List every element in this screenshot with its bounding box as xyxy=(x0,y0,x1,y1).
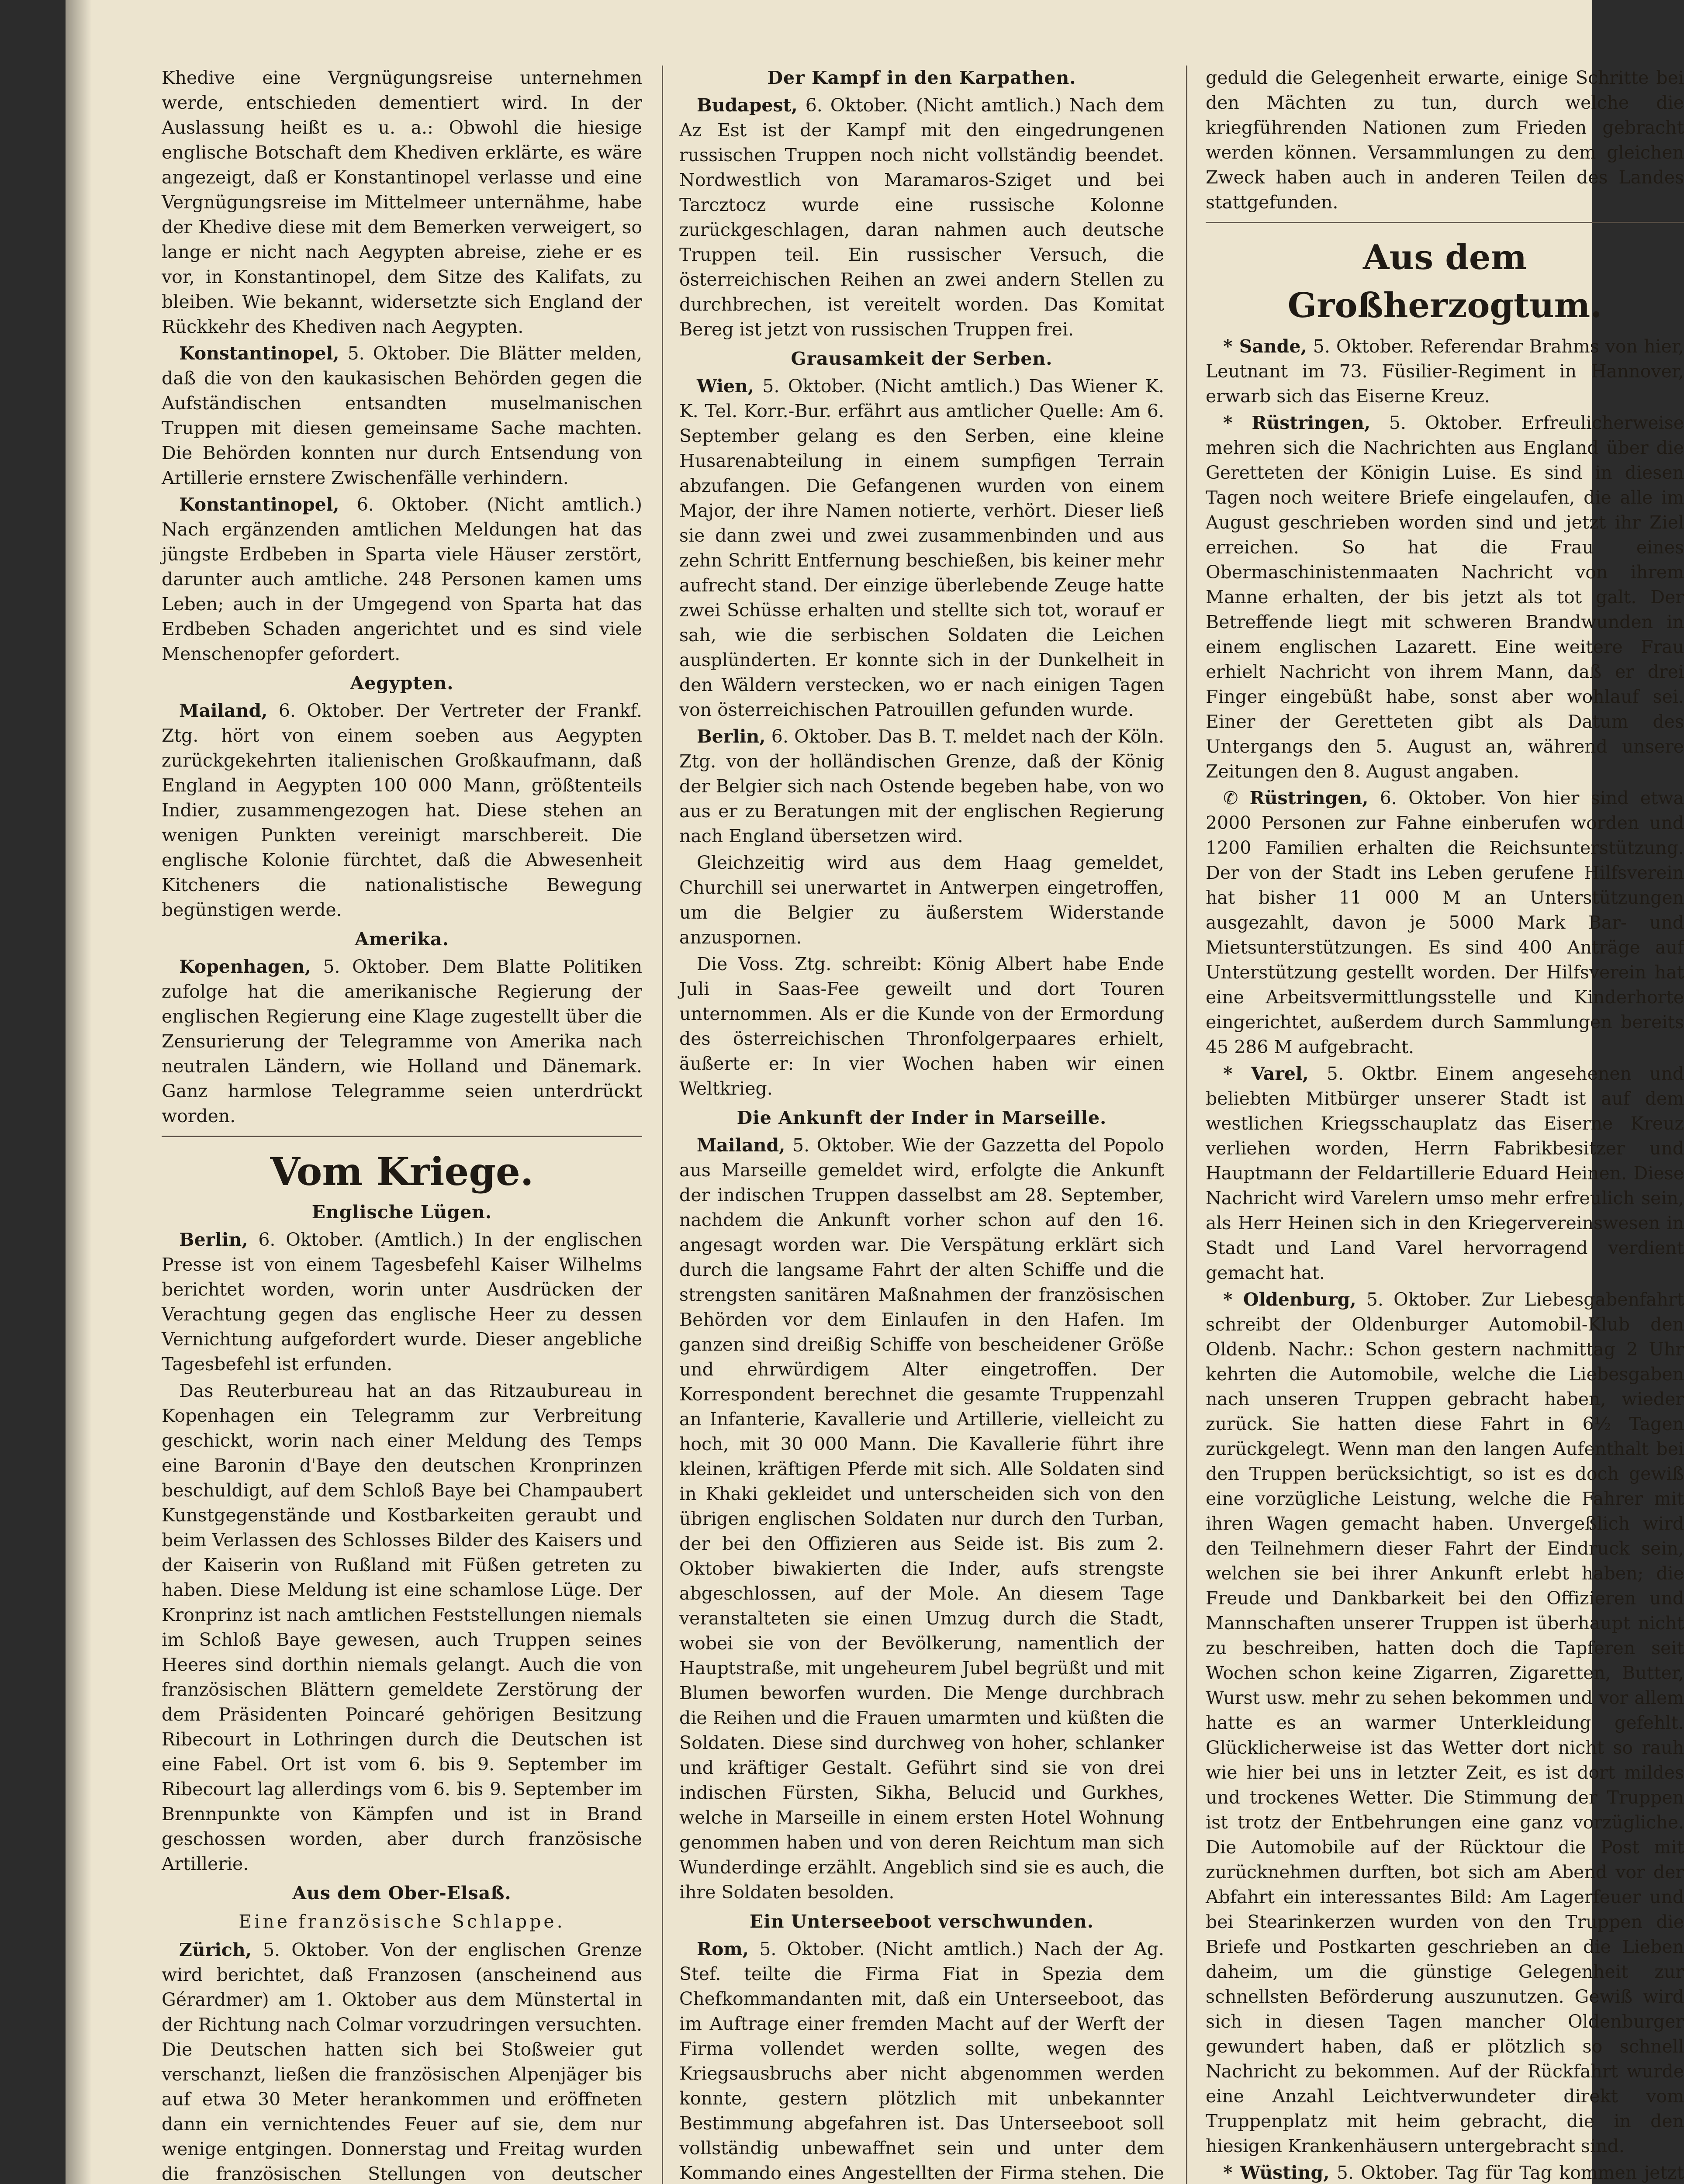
article-text: 6. Oktober. (Amtlich.) In der englischen Presse ist von einem Tagesbefehl Kaiser Wilhelms berichtet worden, worin unter Ausdrücken der Verachtung gegen das englische Heer zu dessen Vernichtung aufgefordert wurde. Dieser angebliche Tagesbefehl ist erfunden. xyxy=(162,1229,642,1375)
article-text: 5. Oktober. (Nicht amtlich.) Das Wiener K. K. Tel. Korr.-Bur. erfährt aus amtlicher Quelle: Am 6. September gelang es den Serben, eine kleine Husarenabteilung in einem sumpfigen Terrain abzufangen. Die Gefangenen wurden von einem Major, der ihre Namen notierte, verhört. Dieser ließ sie dann zwei und zwei zusammenbinden und aus zehn Schritt Entfernung beschießen, bis keiner mehr aufrecht stand. Der einzige überlebende Zeuge hatte zwei Schüsse erhalten und stellte sich tot, worauf er sah, wie die serbischen Soldaten die Leichen ausplünderten. Er konnte sich in der Dunkelheit in den Wäldern verstecken, wo er nach einigen Tagen von österreichischen Patrouillen gefunden wurde. xyxy=(679,376,1164,720)
dateline: Rüstringen, xyxy=(1249,788,1369,809)
article-paragraph xyxy=(162,698,642,923)
main-heading: Vom Kriege. xyxy=(270,1149,534,1194)
divider xyxy=(1206,222,1684,223)
dateline: * Oldenburg, xyxy=(1223,1289,1356,1310)
section-heading: Der Kampf in den Karpathen. xyxy=(767,67,1076,88)
dateline: * Rüstringen, xyxy=(1223,412,1371,433)
dateline: Kopenhagen, xyxy=(179,956,311,977)
article-text: 6. Oktober. Von hier sind etwa 2000 Personen zur Fahne einberufen worden und 1200 Familien erhalten die Reichsunterstützung. Der von der Stadt ins Leben gerufene Hilfsverein hat bisher 11 000 M an Unterstützungen ausgezahlt, davon je 5000 Mark Bar- und Mietsunterstützungen. Es sind 400 Anträge auf Unterstützung gestellt worden. Der Hilfsverein hat eine Arbeitsvermittlungsstelle und Kinderhorte eingerichtet, außerdem durch Sammlungen bereits 45 286 M aufgebracht. xyxy=(1206,788,1684,1057)
section-heading: Die Ankunft der Inder in Marseille. xyxy=(737,1107,1107,1128)
section-heading: Ein Unterseeboot verschwunden. xyxy=(749,1911,1094,1932)
article-text: 5. Oktober. Erfreulicherweise mehren sich die Nachrichten aus England über die Geretteten der Königin Luise. Es sind in diesen Tagen noch weitere Briefe eingelaufen, die alle im August geschrieben worden sind und jetzt ihr Ziel erreichen. So hat die Frau eines Obermaschinistenmaaten Nachricht von ihrem Manne erhalten, der bis jetzt als tot galt. Der Betreffende liegt mit schweren Brandwunden in einem englischen Lazarett. Eine weitere Frau erhielt Nachricht von ihrem Mann, daß er drei Finger eingebüßt habe, sonst aber wohlauf sei. Einer der Geretteten gibt als Datum des Untergangs den 5. August an, während unsere Zeitungen den 8. August angaben. xyxy=(1206,412,1684,782)
article-paragraph: Die Voss. Ztg. schreibt: König Albert habe Ende Juli in Saas-Fee geweilt und dort Touren unternommen. Als er die Kunde von der Ermordung des österreichischen Thronfolgerpaares erhielt, äußerte er: In vier Wochen haben wir einen Weltkrieg. xyxy=(679,954,1164,1099)
article-paragraph xyxy=(679,374,1164,722)
dateline: Rom, xyxy=(697,1939,749,1959)
dateline: Berlin, xyxy=(179,1229,248,1250)
article-text: 5. Oktober. Tag für Tag kommen jetzt xyxy=(1336,2162,1684,2183)
dateline: Berlin, xyxy=(697,726,766,747)
article-text: 6. Oktober. (Nicht amtlich.) Nach ergänzenden amtlichen Meldungen hat das jüngste Erdbeben in Sparta viele Häuser zerstört, darunter auch amtliche. 248 Personen kamen ums Leben; auch in der Umgegend von Sparta hat das Erdbeben Schaden angerichtet und es sind viele Menschenopfer gefordert. xyxy=(162,494,642,664)
article-paragraph xyxy=(679,93,1164,342)
article-paragraph xyxy=(162,341,642,491)
article-text: 6. Oktober. Der Vertreter der Frankf. Ztg. hört von einem soeben aus Aegypten zurückgekehrten italienischen Großkaufmann, daß England in Aegypten 100 000 Mann, größtenteils Indier, zusammengezogen hat. Diese stehen an wenigen Punkten vereinigt marschbereit. Die englische Kolonie fürchtet, daß die Abwesenheit Kitcheners die nationalistische Bewegung begünstigen werde. xyxy=(162,700,642,920)
section-heading: Grausamkeit der Serben. xyxy=(791,348,1053,369)
column-2 xyxy=(679,66,1164,2184)
article-text: 5. Oktbr. Einem angesehenen und beliebten Mitbürger unserer Stadt ist auf dem westlichen Kriegsschauplatz das Eiserne Kreuz verliehen worden, Herrn Fabrikbesitzer und Hauptmann der Feldartillerie Eduard Heinen. Diese Nachricht wird Varelern umso mehr erfreulich sein, als Herr Heinen sich in den Kriegervereinswesen in Stadt und Land Varel hervorragend verdient gemacht hat. xyxy=(1206,1063,1684,1283)
article-paragraph: Gleichzeitig wird aus dem Haag gemeldet, Churchill sei unerwartet in Antwerpen eingetroffen, um die Belgier zu äußerstem Widerstande anzuspornen. xyxy=(679,852,1164,948)
article-text: 5. Oktober. Referendar Brahms von hier, Leutnant im 73. Füsilier-Regiment in Hannover, erwarb sich das Eiserne Kreuz. xyxy=(1206,336,1684,407)
dateline: Wien, xyxy=(697,376,754,397)
dateline: Mailand, xyxy=(179,700,268,721)
section-heading: Aus dem Ober-Elsaß. xyxy=(292,1883,512,1904)
article-paragraph xyxy=(679,1937,1164,2184)
section-heading: Englische Lügen. xyxy=(311,1202,492,1223)
article-paragraph xyxy=(1206,411,1684,784)
article-paragraph xyxy=(1206,1287,1684,2159)
dateline: Zürich, xyxy=(179,1939,252,1960)
section-heading: Amerika. xyxy=(355,929,449,950)
section-heading: Aegypten. xyxy=(350,673,454,694)
dateline: Konstantinopel, xyxy=(179,343,339,364)
dateline: * Varel, xyxy=(1223,1063,1309,1084)
article-text: 5. Oktober. (Nicht amtlich.) Nach der Ag. Stef. teilte die Firma Fiat in Spezia dem Chefkommandanten mit, daß ein Unterseeboot, das im Auftrage einer fremden Macht auf der Werft der Firma vollendet werden sollte, wegen des Kriegsausbruchs aber nicht abgenommen werden konnte, gestern plötzlich mit unbekannter Bestimmung abgefahren ist. Das Unterseeboot soll vollständig unbewaffnet sein und unter dem Kommando eines Angestellten der Firma stehen. Die xyxy=(679,1939,1164,2184)
article-paragraph xyxy=(162,1938,642,2184)
article-text: 5. Oktober. Dem Blatte Politiken zufolge hat die amerikanische Regierung der englischen Regierung eine Klage zugestellt über die Zensurierung der Telegramme von Amerika nach neutralen Ländern, wie Holland und Dänemark. Ganz harmlose Telegramme seien unterdrückt worden. xyxy=(162,956,642,1127)
column-rule xyxy=(662,66,663,2184)
article-paragraph xyxy=(1206,1061,1684,1286)
article-paragraph: geduld die Gelegenheit erwarte, einige Schritte bei den Mächten zu tun, durch welche die kriegführenden Nationen zum Frieden gebracht werden können. Versammlungen zu dem gleichen Zweck haben auch in anderen Teilen des Landes stattgefunden. xyxy=(1206,67,1684,213)
dateline: * Sande, xyxy=(1223,336,1307,357)
section-subheading: Eine französische Schlappe. xyxy=(239,1911,565,1932)
dateline: Mailand, xyxy=(697,1135,785,1156)
newspaper-page xyxy=(66,0,1684,2184)
article-paragraph xyxy=(1206,2160,1684,2184)
column-rule xyxy=(1186,66,1187,2184)
article-paragraph xyxy=(1206,786,1684,1060)
article-paragraph xyxy=(679,724,1164,849)
article-paragraph xyxy=(162,954,642,1129)
column-1 xyxy=(162,66,642,2184)
article-text: 5. Oktober. Von der englischen Grenze wird berichtet, daß Franzosen (anscheinend aus Gérardmer) am 1. Oktober aus dem Münstertal in der Richtung nach Colmar vorzudringen versuchten. Die Deutschen hatten sich bei Stoßweier gut verschanzt, ließen die französischen Alpenjäger bis auf etwa 30 Meter herankommen und eröffneten dann ein vernichtendes Feuer auf sie, dem nur wenige entgingen. Donnerstag und Freitag wurden die französischen Stellungen von deutscher xyxy=(162,1939,642,2184)
article-paragraph xyxy=(679,1133,1164,1905)
article-text: 6. Oktober. (Nicht amtlich.) Nach dem Az Est ist der Kampf mit den eingedrungenen russischen Truppen noch nicht vollständig beendet. Nordwestlich von Maramaros-Sziget und bei Tarcztocz wurde eine russische Kolonne zurückgeschlagen, daran nahmen auch deutsche Truppen teil. Ein russischer Versuch, die österreichischen Reihen an zwei andern Stellen zu durchbrechen, ist vereitelt worden. Das Komitat Bereg ist jetzt von russischen Truppen frei. xyxy=(679,95,1164,340)
main-heading: Aus dem Großherzogtum. xyxy=(1287,238,1602,325)
column-3 xyxy=(1206,66,1684,2184)
divider xyxy=(162,1136,642,1137)
dateline: Konstantinopel, xyxy=(179,494,339,515)
dateline: Budapest, xyxy=(697,95,798,116)
article-text: 6. Oktober. Das B. T. meldet nach der Köln. Ztg. von der holländischen Grenze, daß der König der Belgier sich nach Ostende begeben habe, von wo aus er zu Beratungen mit der englischen Regierung nach England übersetzen wird. xyxy=(679,726,1164,847)
article-paragraph xyxy=(162,1227,642,1377)
article-paragraph xyxy=(1206,334,1684,409)
dateline: * Wüsting, xyxy=(1223,2162,1330,2183)
article-text: 5. Oktober. Die Blätter melden, daß die von den kaukasischen Behörden gegen die Aufständischen entsandten muselmanischen Truppen mit diesen gemeinsame Sache machten. Die Behörden konnten nur durch Entsendung von Artillerie ernstere Zwischenfälle verhindern. xyxy=(162,343,642,488)
article-paragraph: Khedive eine Vergnügungsreise unternehmen werde, entschieden dementiert wird. In der Auslassung heißt es u. a.: Obwohl die hiesige englische Botschaft dem Khediven erklärte, es wäre angezeigt, daß er Konstantinopel verlasse und eine Vergnügungsreise im Mittelmeer unternähme, habe der Khedive diese mit dem Bemerken verweigert, so lange er nicht nach Aegypten abreise, ziehe er es vor, in Konstantinopel, dem Sitze des Kalifats, zu bleiben. Wie bekannt, widersetzte sich England der Rückkehr des Khediven nach Aegypten. xyxy=(162,67,642,337)
article-paragraph: Das Reuterbureau hat an das Ritzaubureau in Kopenhagen ein Telegramm zur Verbreitung geschickt, worin nach einer Meldung des Temps eine Baronin d'Baye den deutschen Kronprinzen beschuldigt, auf dem Schloß Baye bei Champaubert Kunstgegenstände und Kostbarkeiten geraubt und beim Verlassen des Schlosses Bilder des Kaisers und der Kaiserin von Rußland mit Füßen getreten zu haben. Diese Meldung ist eine schamlose Lüge. Der Kronprinz ist nach amtlichen Feststellungen niemals im Schloß Baye gewesen, auch Truppen seines Heeres sind dorthin niemals gelangt. Auch die von französischen Blättern gemeldete Zerstörung der dem Präsidenten Poincaré gehörigen Besitzung Ribecourt in Lothringen durch die Deutschen ist eine Fabel. Ort ist vom 6. bis 9. September im Ribecourt lag allerdings vom 6. bis 9. September im Brennpunkte von Kämpfen und ist in Brand geschossen worden, aber durch französische Artillerie. xyxy=(162,1380,642,1874)
telephone-icon: ✆ xyxy=(1223,788,1238,809)
article-text: 5. Oktober. Wie der Gazzetta del Popolo aus Marseille gemeldet wird, erfolgte die Ankunft der indischen Truppen dasselbst am 28. September, nachdem die Ankunft vorher schon auf den 16. angesagt worden war. Die Verspätung erklärt sich durch die langsame Fahrt der alten Schiffe und die strengsten sanitären Maßnahmen der französischen Behörden vor dem Einlaufen in den Hafen. Im ganzen sind dreißig Schiffe von bescheidener Größe und ehrwürdigem Alter eingetroffen. Der Korrespondent berechnet die gesamte Truppenzahl an Infanterie, Kavallerie und Artillerie, vielleicht zu hoch, mit 30 000 Mann. Die Kavallerie führt ihre kleinen, kräftigen Pferde mit sich. Alle Soldaten sind in Khaki gekleidet und unterscheiden sich von den übrigen englischen Soldaten nur durch den Turban, der bei den Offizieren aus Seide ist. Bis zum 2. Oktober biwakierten die Inder, aufs strengste abgeschlossen, auf der Mole. An diesem Tage veranstalteten sie einen Umzug durch die Stadt, wobei sie von der Bevölkerung, namentlich der Hauptstraße, mit ungeheurem Jubel begrüßt und mit Blumen beworfen wurden. Die Menge durchbrach die Reihen und die Frauen umarmten und küßten die Soldaten. Diese sind durchweg von hoher, schlanker und kräftiger Gestalt. Geführt sind sie von drei indischen Fürsten, Sikha, Belucid und Gurkhes, welche in Marseille in einem ersten Hotel Wohnung genommen haben und von deren Reichtum man sich Wunderdinge erzählt. Angeblich sind sie es auch, die ihre Soldaten besolden. xyxy=(679,1135,1164,1903)
article-text: 5. Oktober. Zur Liebesgabenfahrt schreibt der Oldenburger Automobil-Klub den Oldenb. Nachr.: Schon gestern nachmittag 2 Uhr kehrten die Automobile, welche die Liebesgaben nach unseren Truppen gebracht haben, wieder zurück. Sie hatten diese Fahrt in 6½ Tagen zurückgelegt. Wenn man den langen Aufenthalt bei den Truppen berücksichtigt, so ist es doch gewiß eine vorzügliche Leistung, welche die Fahrer mit ihren Wagen gemacht haben. Unvergeßlich wird den Teilnehmern dieser Fahrt der Eindruck sein, welchen sie bei ihrer Ankunft erlebt haben; die Freude und Dankbarkeit bei den Offizieren und Mannschaften unserer Truppen ist überhaupt nicht zu beschreiben, hatten doch die Tapferen seit Wochen schon keine Zigarren, Zigaretten, Butter, Wurst usw. mehr zu sehen bekommen und vor allem hatte es an warmer Unterkleidung gefehlt. Glücklicherweise ist das Wetter dort nicht so rauh wie hier bei uns in letzter Zeit, es ist dort mildes und trockenes Wetter. Die Stimmung der Truppen ist trotz der Entbehrungen eine ganz vorzügliche. Die Automobile auf der Rücktour die Post mit zurücknehmen durften, bot sich am Abend vor der Abfahrt ein interessantes Bild: Am Lagerfeuer und bei Stearinkerzen wurden von den Truppen die Briefe und Postkarten geschrieben an die Lieben daheim, um die günstige Gelegenheit zur schnellsten Beförderung auszunutzen. Gewiß wird sich in diesen Tagen mancher Oldenburger gewundert haben, daß er plötzlich so schnell Nachricht zu bekommen. Auf der Rückfahrt wurde eine Anzahl Leichtverwundeter direkt vom Truppenplatz mit heim gebracht, die in den hiesigen Krankenhäusern untergebracht sind. xyxy=(1206,1289,1684,2156)
article-paragraph xyxy=(162,492,642,667)
